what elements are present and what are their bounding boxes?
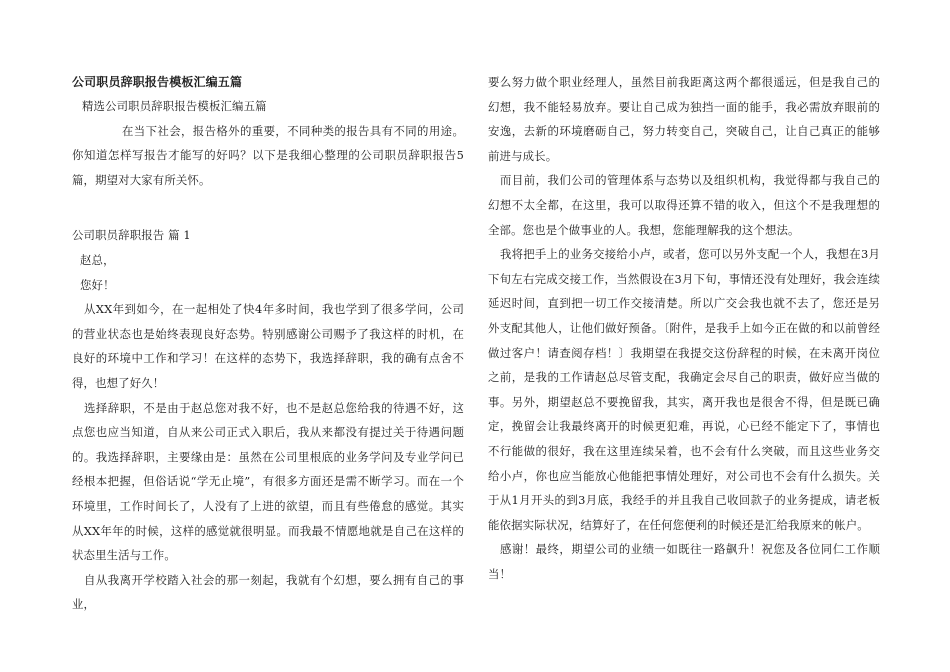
left-column bbox=[72, 70, 464, 617]
body-paragraph: 感谢！最终，期望公司的业绩一如既往一路飙升！祝您及各位同仁工作顺当！ bbox=[488, 542, 880, 581]
document-subtitle: 精选公司职员辞职报告模板汇编五篇 bbox=[82, 99, 267, 113]
body-paragraph: 我将把手上的业务交接给小卢，或者，您可以另外支配一个人，我想在3月下旬左右完成交接工作，当然假设在3月下旬，事情还没有处理好，我会连续延迟时间，直到把一切工作交接清楚。所以广交会我也就不去了，您还是另外支配其他人，让他们做好预备。〔附件，是我手上如今正在做的和以前曾经做过客户！请查阅存档！〕我期望在我提交这份辞程的时候，在未离开岗位之前，是我的工作请赵总尽管支配，我确定会尽自己的职责，做好应当做的事。另外，期望赵总不要挽留我，其实，离开我也是很舍不得，但是既已确定，挽留会让我最终离开的时候更犯难，再说，心已经不能定下了，事情也不行能做的很好，我在这里连续呆着，也不会有什么突破，而且这些业务交给小卢，你也应当能放心他能把事情处理好，对公司也不会有什么损失。关于从1月开头的到3月底，我经手的并且我自己收回款子的业务提成，请老板能依据实际状况，结算好了，在任何您便利的时候还是汇给我原来的帐户。 bbox=[488, 247, 880, 532]
body-paragraph: 选择辞职，不是由于赵总您对我不好，也不是赵总您给我的待遇不好，这点您也应当知道，自从来公司正式入职后，我从来都没有提过关于待遇问题的。我选择辞职，主要缘由是：虽然在公司里根底的业务学问及专业学问已经根本把握，但俗话说“学无止境”，有很多方面还是需不断学习。而在一个环境里，工作时间长了，人没有了上进的欲望，而且有些倦怠的感觉。其实从XX年年的时候，这样的感觉就很明显。而我最不情愿地就是自己在这样的状态里生活与工作。 bbox=[72, 400, 464, 563]
greeting-hello: 您好！ bbox=[80, 277, 115, 292]
right-column bbox=[488, 70, 880, 586]
intro-paragraph: 在当下社会，报告格外的重要，不同种类的报告具有不同的用途。你知道怎样写报告才能写的好吗？以下是我细心整理的公司职员辞职报告5篇，期望对大家有所关怀。 bbox=[72, 123, 464, 187]
spacer bbox=[72, 192, 464, 217]
body-paragraph: 自从我离开学校踏入社会的那一刻起，我就有个幻想，要么拥有自己的事业， bbox=[72, 572, 464, 612]
document-title: 公司职员辞职报告模板汇编五篇 bbox=[72, 75, 243, 89]
body-paragraph: 而目前，我们公司的管理体系与态势以及组织机构，我觉得都与我自己的幻想不太全都，在这里，我可以取得还算不错的收入，但这个不是我理想的全部。您也是个做事业的人。我想，您能理解我的这个想法。 bbox=[488, 173, 880, 237]
greeting-name: 赵总， bbox=[80, 252, 115, 267]
body-paragraph: 要么努力做个职业经理人，虽然目前我距离这两个都很遥远，但是我自己的幻想，我不能轻易放弃。要让自己成为独挡一面的能手，我必需放弃眼前的安逸，去新的环境磨砺自己，努力转变自己，突破自己，让自己真正的能够前进与成长。 bbox=[488, 75, 880, 163]
body-paragraph: 从XX年到如今，在一起相处了快4年多时间，我也学到了很多学问，公司的营业状态也是始终表现良好态势。特别感谢公司赐予了我这样的时机，在良好的环境中工作和学习！在这样的态势下，我选择辞职，我的确有点舍不得，也想了好久！ bbox=[72, 302, 464, 390]
section-title: 公司职员辞职报告 篇 1 bbox=[72, 228, 191, 243]
